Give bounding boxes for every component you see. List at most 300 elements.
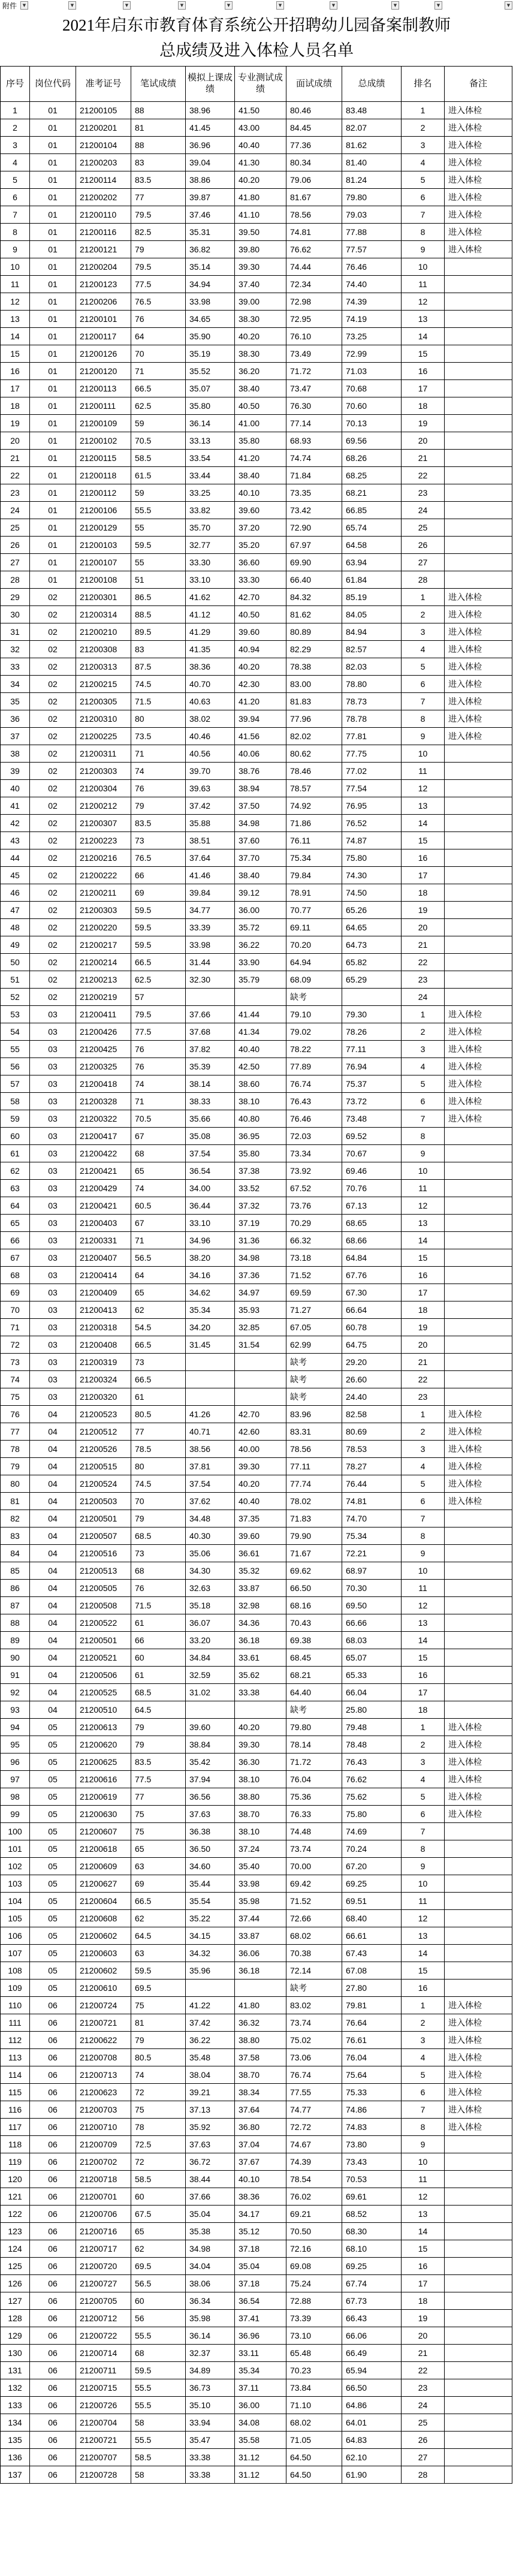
table-row xyxy=(1,1788,512,1806)
table-row xyxy=(1,258,512,276)
table-row xyxy=(1,832,512,849)
table-cell: 79 xyxy=(131,2032,186,2049)
table-cell: 40.50 xyxy=(235,606,286,623)
table-cell: 38.96 xyxy=(186,102,235,119)
table-cell: 70.24 xyxy=(342,1840,402,1858)
table-cell: 88 xyxy=(131,137,186,154)
table-cell: 72.99 xyxy=(342,345,402,363)
table-cell: 73.06 xyxy=(286,2049,342,2066)
table-cell: 26 xyxy=(1,537,30,554)
table-cell: 06 xyxy=(30,1997,76,2014)
table-cell: 74 xyxy=(131,763,186,780)
table-cell: 69.08 xyxy=(286,2258,342,2275)
table-cell: 65.29 xyxy=(342,971,402,989)
table-cell: 21200409 xyxy=(76,1284,131,1301)
table-row xyxy=(1,484,512,502)
table-cell: 69.59 xyxy=(286,1284,342,1301)
table-cell: 21200620 xyxy=(76,1736,131,1754)
table-cell: 74.44 xyxy=(286,258,342,276)
table-cell: 34.48 xyxy=(186,1510,235,1527)
table-cell: 21200308 xyxy=(76,641,131,658)
table-cell: 2 xyxy=(402,2014,445,2032)
table-row xyxy=(1,1771,512,1788)
table-cell: 62.99 xyxy=(286,1336,342,1354)
table-cell: 74.81 xyxy=(342,1493,402,1510)
table-cell: 34.98 xyxy=(186,2240,235,2258)
table-cell: 59.5 xyxy=(131,919,186,936)
table-cell: 75.80 xyxy=(342,849,402,867)
table-cell: 92 xyxy=(1,1684,30,1701)
table-cell: 13 xyxy=(402,1614,445,1632)
table-cell: 进入体检 xyxy=(445,137,512,154)
table-cell: 14 xyxy=(1,328,30,345)
table-cell: 42.60 xyxy=(235,1423,286,1441)
table-row xyxy=(1,902,512,919)
table-cell: 67.74 xyxy=(342,2275,402,2292)
column-header: 排名 xyxy=(402,67,445,102)
table-cell: 62.5 xyxy=(131,397,186,415)
table-cell: 39.60 xyxy=(186,1719,235,1736)
table-cell: 1 xyxy=(402,1006,445,1023)
table-cell: 73.49 xyxy=(286,345,342,363)
table-cell: 40.10 xyxy=(235,484,286,502)
table-cell: 进入体检 xyxy=(445,1771,512,1788)
table-cell: 17 xyxy=(1,380,30,397)
table-cell: 34.15 xyxy=(186,1927,235,1945)
filter-dropdown-icon[interactable]: ▼ xyxy=(391,1,399,10)
table-row xyxy=(1,1684,512,1701)
table-cell: 71.72 xyxy=(286,363,342,380)
table-cell xyxy=(445,2223,512,2240)
table-cell: 76.02 xyxy=(286,2188,342,2206)
filter-dropdown-icon[interactable]: ▼ xyxy=(434,1,442,10)
table-cell: 34.16 xyxy=(186,1267,235,1284)
table-cell: 06 xyxy=(30,2345,76,2362)
table-cell: 36.50 xyxy=(186,1840,235,1858)
table-cell: 21200322 xyxy=(76,1110,131,1128)
table-row xyxy=(1,2414,512,2432)
table-cell: 41.00 xyxy=(235,415,286,432)
filter-dropdown-icon[interactable]: ▼ xyxy=(276,1,284,10)
table-row xyxy=(1,519,512,537)
table-cell xyxy=(445,763,512,780)
table-cell: 79 xyxy=(1,1458,30,1475)
table-cell: 13 xyxy=(402,311,445,328)
table-cell: 66.49 xyxy=(342,2345,402,2362)
table-cell xyxy=(445,2345,512,2362)
table-cell: 01 xyxy=(30,432,76,450)
table-cell: 06 xyxy=(30,2292,76,2310)
table-cell: 进入体检 xyxy=(445,1406,512,1423)
table-cell: 28 xyxy=(1,571,30,589)
table-cell: 79 xyxy=(131,241,186,258)
table-cell: 76 xyxy=(131,1058,186,1075)
table-cell: 77.55 xyxy=(286,2084,342,2101)
table-cell: 55.5 xyxy=(131,2432,186,2449)
table-cell: 37.94 xyxy=(186,1771,235,1788)
table-cell: 111 xyxy=(1,2014,30,2032)
table-row xyxy=(1,1719,512,1736)
table-cell: 03 xyxy=(30,1180,76,1197)
table-row xyxy=(1,206,512,224)
table-cell: 01 xyxy=(30,241,76,258)
table-cell: 34.96 xyxy=(186,1232,235,1249)
table-cell: 37.66 xyxy=(186,1006,235,1023)
table-cell: 78.53 xyxy=(342,1441,402,1458)
table-cell: 35.98 xyxy=(186,2310,235,2327)
table-cell: 20 xyxy=(402,919,445,936)
table-cell: 02 xyxy=(30,902,76,919)
table-cell: 60 xyxy=(1,1128,30,1145)
table-cell: 35.20 xyxy=(235,537,286,554)
table-cell: 34.32 xyxy=(186,1945,235,1962)
table-row xyxy=(1,363,512,380)
table-cell: 37 xyxy=(1,728,30,745)
table-cell: 66.5 xyxy=(131,1371,186,1388)
table-row xyxy=(1,2379,512,2397)
table-cell: 37.13 xyxy=(186,2101,235,2119)
table-cell: 21200212 xyxy=(76,797,131,815)
table-cell: 77 xyxy=(131,189,186,206)
table-cell: 69 xyxy=(1,1284,30,1301)
table-cell xyxy=(445,745,512,763)
table-row xyxy=(1,936,512,954)
table-cell: 15 xyxy=(402,1649,445,1667)
table-cell: 72.95 xyxy=(286,311,342,328)
table-cell: 83.5 xyxy=(131,171,186,189)
table-cell: 72.21 xyxy=(342,1545,402,1562)
table-cell: 35.39 xyxy=(186,1058,235,1075)
table-cell: 06 xyxy=(30,2310,76,2327)
table-cell: 68.25 xyxy=(342,467,402,484)
table-cell: 41.20 xyxy=(235,450,286,467)
table-cell: 06 xyxy=(30,2414,76,2432)
table-cell xyxy=(445,1354,512,1371)
filter-dropdown-icon[interactable]: ▼ xyxy=(68,1,76,10)
table-cell: 43 xyxy=(1,832,30,849)
table-cell: 76.11 xyxy=(286,832,342,849)
table-cell: 33.98 xyxy=(186,936,235,954)
table-cell: 21200112 xyxy=(76,484,131,502)
table-cell xyxy=(445,397,512,415)
table-cell: 04 xyxy=(30,1545,76,1562)
table-row xyxy=(1,1406,512,1423)
filter-dropdown-icon[interactable]: ▼ xyxy=(225,1,233,10)
table-cell: 37.18 xyxy=(235,2240,286,2258)
table-cell: 67.5 xyxy=(131,2206,186,2223)
table-cell: 7 xyxy=(402,1823,445,1840)
table-cell xyxy=(445,2327,512,2345)
table-cell: 66.50 xyxy=(286,1580,342,1597)
table-cell: 73 xyxy=(131,1545,186,1562)
table-cell: 73.39 xyxy=(286,2310,342,2327)
table-cell: 21200708 xyxy=(76,2049,131,2066)
table-cell: 77.88 xyxy=(342,224,402,241)
table-row xyxy=(1,380,512,397)
table-cell: 82.58 xyxy=(342,1406,402,1423)
table-cell: 36.00 xyxy=(235,2397,286,2414)
filter-dropdown-icon[interactable]: ▼ xyxy=(505,1,512,10)
table-row xyxy=(1,919,512,936)
table-cell xyxy=(445,2292,512,2310)
table-cell: 33.39 xyxy=(186,919,235,936)
table-cell: 59.5 xyxy=(131,537,186,554)
table-cell: 127 xyxy=(1,2292,30,2310)
table-cell: 21200623 xyxy=(76,2084,131,2101)
table-cell: 21200524 xyxy=(76,1475,131,1493)
table-cell: 06 xyxy=(30,2032,76,2049)
table-cell: 39.84 xyxy=(186,884,235,902)
table-cell: 21200313 xyxy=(76,658,131,676)
table-cell: 01 xyxy=(30,311,76,328)
table-cell: 33.13 xyxy=(186,432,235,450)
table-cell: 21200618 xyxy=(76,1840,131,1858)
filter-dropdown-icon[interactable]: ▼ xyxy=(178,1,186,10)
table-cell: 01 xyxy=(30,102,76,119)
table-cell: 3 xyxy=(402,137,445,154)
table-cell: 73.48 xyxy=(342,1110,402,1128)
table-cell: 69.50 xyxy=(342,1597,402,1614)
table-cell: 21200105 xyxy=(76,102,131,119)
table-cell xyxy=(445,902,512,919)
table-cell xyxy=(235,989,286,1006)
table-row xyxy=(1,2171,512,2188)
table-row xyxy=(1,432,512,450)
table-cell: 03 xyxy=(30,1006,76,1023)
table-cell: 80.62 xyxy=(286,745,342,763)
table-cell: 66.5 xyxy=(131,1893,186,1910)
table-row xyxy=(1,415,512,432)
table-row xyxy=(1,1180,512,1197)
table-cell: 进入体检 xyxy=(445,2119,512,2136)
table-cell: 36.96 xyxy=(186,137,235,154)
table-cell xyxy=(445,954,512,971)
table-cell: 79 xyxy=(131,797,186,815)
table-cell: 68 xyxy=(1,1267,30,1284)
table-row xyxy=(1,311,512,328)
table-cell: 77 xyxy=(131,1788,186,1806)
table-cell: 6 xyxy=(402,1093,445,1110)
table-cell: 68.45 xyxy=(286,1649,342,1667)
table-cell: 35.72 xyxy=(235,919,286,936)
table-cell: 70 xyxy=(131,1493,186,1510)
column-header: 模拟上课成绩 xyxy=(186,67,235,102)
table-cell: 21200203 xyxy=(76,154,131,171)
table-cell: 76.43 xyxy=(342,1754,402,1771)
table-cell xyxy=(445,1910,512,1927)
table-cell: 35.54 xyxy=(186,1893,235,1910)
table-cell: 21200622 xyxy=(76,2032,131,2049)
table-cell: 37.38 xyxy=(235,1162,286,1180)
filter-dropdown-icon[interactable]: ▼ xyxy=(330,1,337,10)
table-cell: 进入体检 xyxy=(445,2101,512,2119)
table-cell: 21200715 xyxy=(76,2379,131,2397)
table-cell: 进入体检 xyxy=(445,1806,512,1823)
table-cell: 37.63 xyxy=(186,2136,235,2153)
table-cell: 21200625 xyxy=(76,1754,131,1771)
table-cell: 90 xyxy=(1,1649,30,1667)
table-row xyxy=(1,1545,512,1562)
table-row xyxy=(1,1597,512,1614)
table-cell: 18 xyxy=(402,1701,445,1719)
table-cell: 34.89 xyxy=(186,2362,235,2379)
table-cell: 37.66 xyxy=(186,2188,235,2206)
filter-dropdown-icon[interactable]: ▼ xyxy=(123,1,131,10)
table-cell: 108 xyxy=(1,1962,30,1980)
table-cell: 33.54 xyxy=(186,450,235,467)
table-row xyxy=(1,293,512,311)
table-cell: 06 xyxy=(30,2153,76,2171)
table-cell: 66.06 xyxy=(342,2327,402,2345)
table-cell: 21200702 xyxy=(76,2153,131,2171)
table-cell: 进入体检 xyxy=(445,1458,512,1475)
table-cell: 03 xyxy=(30,1354,76,1371)
table-cell: 81 xyxy=(131,119,186,137)
table-cell: 109 xyxy=(1,1980,30,1997)
table-cell: 70.13 xyxy=(342,415,402,432)
table-cell: 12 xyxy=(402,293,445,311)
table-cell: 68.02 xyxy=(286,1927,342,1945)
table-cell: 21200219 xyxy=(76,989,131,1006)
table-cell: 81 xyxy=(131,2014,186,2032)
table-cell: 进入体检 xyxy=(445,1023,512,1041)
table-cell: 11 xyxy=(402,763,445,780)
table-cell: 84.32 xyxy=(286,589,342,606)
table-cell: 79.90 xyxy=(286,1527,342,1545)
table-row xyxy=(1,537,512,554)
table-cell: 89.5 xyxy=(131,623,186,641)
table-cell: 14 xyxy=(402,1632,445,1649)
table-cell: 进入体检 xyxy=(445,2032,512,2049)
table-cell: 01 xyxy=(30,206,76,224)
table-row xyxy=(1,1632,512,1649)
table-cell: 34.36 xyxy=(235,1614,286,1632)
table-cell: 31.45 xyxy=(186,1336,235,1354)
table-cell: 20 xyxy=(402,2327,445,2345)
table-cell xyxy=(235,1354,286,1371)
table-cell: 65.33 xyxy=(342,1667,402,1684)
table-cell: 39.60 xyxy=(235,623,286,641)
table-cell: 39.80 xyxy=(235,241,286,258)
table-cell: 117 xyxy=(1,2119,30,2136)
table-row xyxy=(1,2049,512,2066)
table-cell: 82.5 xyxy=(131,224,186,241)
table-cell xyxy=(445,2362,512,2379)
table-cell: 73.74 xyxy=(286,2014,342,2032)
table-cell: 64.01 xyxy=(342,2414,402,2432)
table-cell: 72 xyxy=(131,2153,186,2171)
table-cell: 51 xyxy=(131,571,186,589)
table-cell: 01 xyxy=(30,467,76,484)
table-cell: 4 xyxy=(1,154,30,171)
table-cell: 71 xyxy=(131,363,186,380)
table-cell: 72.72 xyxy=(286,2119,342,2136)
table-cell: 33.44 xyxy=(186,467,235,484)
table-cell: 21 xyxy=(402,1354,445,1371)
table-cell: 71 xyxy=(131,745,186,763)
table-cell: 84.45 xyxy=(286,119,342,137)
table-cell: 36.96 xyxy=(235,2327,286,2345)
table-cell: 9 xyxy=(402,2136,445,2153)
table-cell: 74 xyxy=(131,2066,186,2084)
table-cell: 21200425 xyxy=(76,1041,131,1058)
table-cell: 35.42 xyxy=(186,1754,235,1771)
table-cell: 38.51 xyxy=(186,832,235,849)
table-cell: 进入体检 xyxy=(445,2084,512,2101)
table-cell: 74.77 xyxy=(286,2101,342,2119)
table-cell: 7 xyxy=(402,206,445,224)
table-cell: 73.18 xyxy=(286,1249,342,1267)
table-cell: 76.04 xyxy=(286,1771,342,1788)
table-cell: 76.74 xyxy=(286,2066,342,2084)
table-cell: 02 xyxy=(30,832,76,849)
filter-dropdown-icon[interactable]: ▼ xyxy=(20,1,28,10)
table-cell: 71.05 xyxy=(286,2432,342,2449)
table-cell: 33.90 xyxy=(235,954,286,971)
table-cell: 79.80 xyxy=(342,189,402,206)
table-cell: 8 xyxy=(1,224,30,241)
table-cell: 21200426 xyxy=(76,1023,131,1041)
table-cell: 69.56 xyxy=(342,432,402,450)
table-cell: 36.80 xyxy=(235,2119,286,2136)
table-cell: 42 xyxy=(1,815,30,832)
table-cell: 04 xyxy=(30,1562,76,1580)
table-row xyxy=(1,2101,512,2119)
table-cell: 78 xyxy=(1,1441,30,1458)
column-header: 备注 xyxy=(445,67,512,102)
table-cell: 76.46 xyxy=(342,258,402,276)
table-cell: 64 xyxy=(131,1267,186,1284)
table-cell: 缺考 xyxy=(286,1388,342,1406)
table-cell: 36 xyxy=(1,710,30,728)
table-cell: 15 xyxy=(402,345,445,363)
table-row xyxy=(1,1910,512,1927)
table-cell: 02 xyxy=(30,606,76,623)
table-cell: 77.5 xyxy=(131,1023,186,1041)
table-cell xyxy=(445,1701,512,1719)
table-cell: 5 xyxy=(402,171,445,189)
table-cell: 44 xyxy=(1,849,30,867)
table-cell xyxy=(445,1597,512,1614)
table-cell: 02 xyxy=(30,676,76,693)
table-cell: 14 xyxy=(402,1232,445,1249)
table-cell: 69.5 xyxy=(131,1980,186,1997)
table-cell xyxy=(445,1319,512,1336)
table-cell: 65 xyxy=(131,1840,186,1858)
table-cell: 70.60 xyxy=(342,397,402,415)
table-cell: 70.38 xyxy=(286,1945,342,1962)
table-cell: 23 xyxy=(402,971,445,989)
table-cell: 35.31 xyxy=(186,224,235,241)
table-cell: 21200217 xyxy=(76,936,131,954)
table-cell: 4 xyxy=(402,154,445,171)
table-cell: 41 xyxy=(1,797,30,815)
table-cell: 37.58 xyxy=(235,2049,286,2066)
table-cell: 74.83 xyxy=(342,2119,402,2136)
table-cell: 89 xyxy=(1,1632,30,1649)
table-cell: 14 xyxy=(402,815,445,832)
page-subtitle: 总成绩及进入体检人员名单 xyxy=(159,41,354,59)
table-cell: 04 xyxy=(30,1475,76,1493)
table-cell: 05 xyxy=(30,1858,76,1875)
table-cell: 73.76 xyxy=(286,1197,342,1215)
table-cell: 23 xyxy=(1,484,30,502)
table-cell: 21200214 xyxy=(76,954,131,971)
table-row xyxy=(1,1110,512,1128)
table-cell: 21200516 xyxy=(76,1545,131,1562)
table-cell: 39.50 xyxy=(235,224,286,241)
table-cell xyxy=(445,1371,512,1388)
